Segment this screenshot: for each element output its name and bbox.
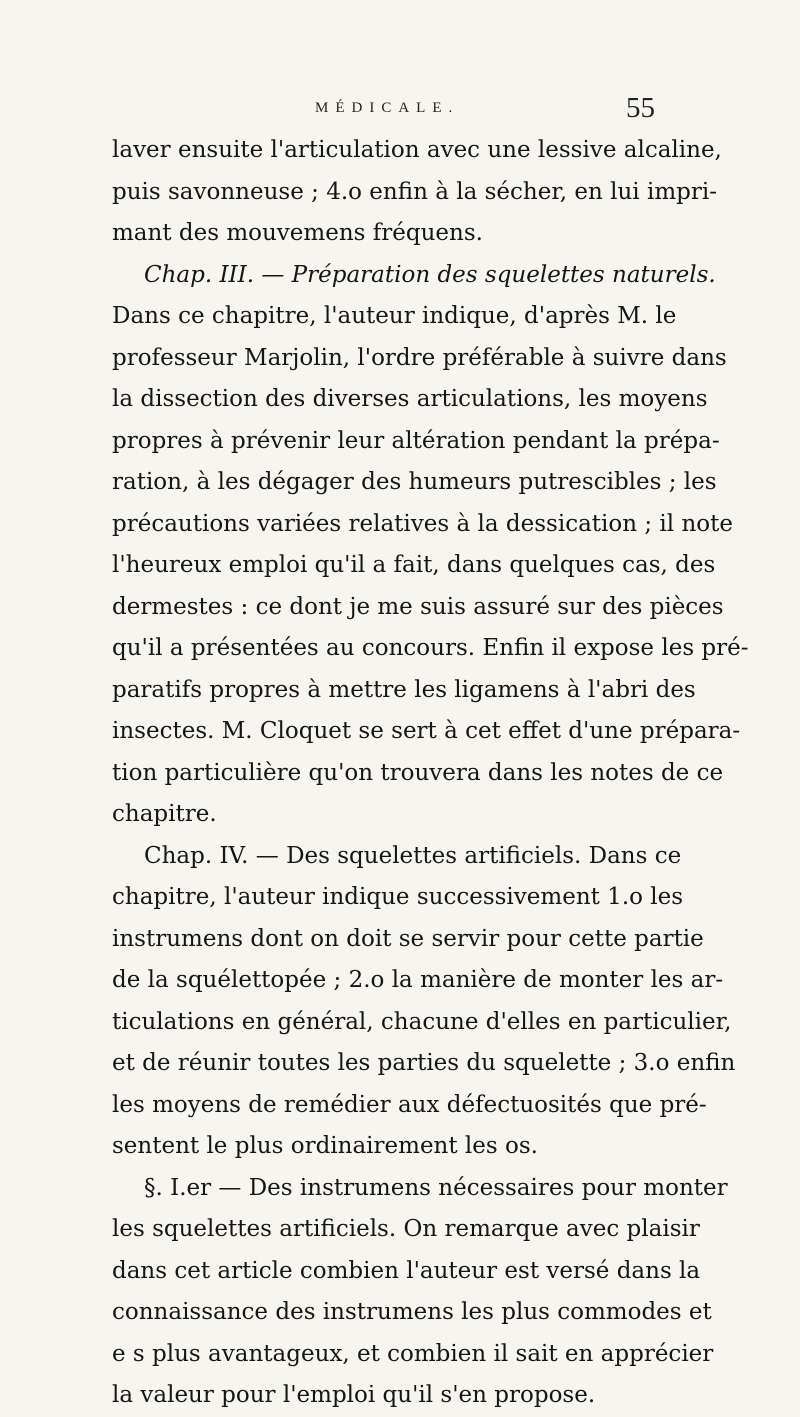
text-line: la dissection des diverses articulations, les moyens — [112, 386, 708, 412]
chapter-heading-iii: Chap. III. — Préparation des squelettes naturels. — [144, 261, 716, 288]
page-number: 55 — [626, 92, 655, 124]
text-line: mant des mouvemens fréquens. — [112, 220, 483, 246]
text-line: les squelettes artificiels. On remarque avec plaisir — [112, 1216, 700, 1242]
text-line: dermestes : ce dont je me suis assuré sur des pièces — [112, 593, 724, 620]
text-line: les moyens de remédier aux défectuosités que pré- — [112, 1091, 707, 1118]
text-line: insectes. M. Cloquet se sert à cet effet d'une prépara- — [112, 718, 741, 744]
text-line: Dans ce chapitre, l'auteur indique, d'après M. le — [112, 303, 677, 329]
text-line: laver ensuite l'articulation avec une lessive alcaline, — [112, 137, 722, 163]
chapter-heading-iv: Chap. IV. — Des squelettes artificiels. Dans ce — [144, 842, 682, 869]
text-line: ration, à les dégager des humeurs putrescibles ; les — [112, 469, 717, 495]
text-line: sentent le plus ordinairement les os. — [112, 1133, 538, 1159]
text-line: instrumens dont on doit se servir pour cette partie — [112, 925, 704, 952]
text-line: ticulations en général, chacune d'elles en particulier, — [112, 1008, 732, 1035]
text-line: paratifs propres à mettre les ligamens à l'abri des — [112, 676, 696, 703]
body-text — [112, 130, 749, 1417]
text-line: puis savonneuse ; 4.o enfin à la sécher, en lui impri- — [112, 178, 717, 205]
text-line: précautions variées relatives à la dessication ; il note — [112, 510, 733, 537]
page-header — [115, 92, 655, 132]
section-heading: §. I.er — Des instrumens nécessaires pour monter — [144, 1174, 728, 1201]
text-line: chapitre. — [112, 801, 217, 827]
text-line: e s plus avantageux, et combien il sait en apprécier — [112, 1340, 714, 1367]
text-line: de la squélettopée ; 2.o la manière de monter les ar- — [112, 967, 724, 993]
text-line: l'heureux emploi qu'il a fait, dans quelques cas, des — [112, 552, 716, 578]
text-line: professeur Marjolin, l'ordre préférable à suivre dans — [112, 344, 727, 371]
text-line: tion particulière qu'on trouvera dans les notes de ce — [112, 759, 724, 786]
text-line: dans cet article combien l'auteur est versé dans la — [112, 1257, 701, 1284]
text-line: chapitre, l'auteur indique successivement 1.o les — [112, 884, 684, 910]
text-line: propres à prévenir leur altération pendant la prépa- — [112, 427, 720, 454]
text-line: et de réunir toutes les parties du squelette ; 3.o enfin — [112, 1050, 736, 1076]
text-line: connaissance des instrumens les plus commodes et — [112, 1299, 712, 1325]
running-head: MÉDICALE. — [315, 100, 460, 116]
text-line: la valeur pour l'emploi qu'il s'en propose. — [112, 1382, 596, 1408]
text-line: qu'il a présentées au concours. Enfin il expose les pré- — [112, 635, 749, 661]
